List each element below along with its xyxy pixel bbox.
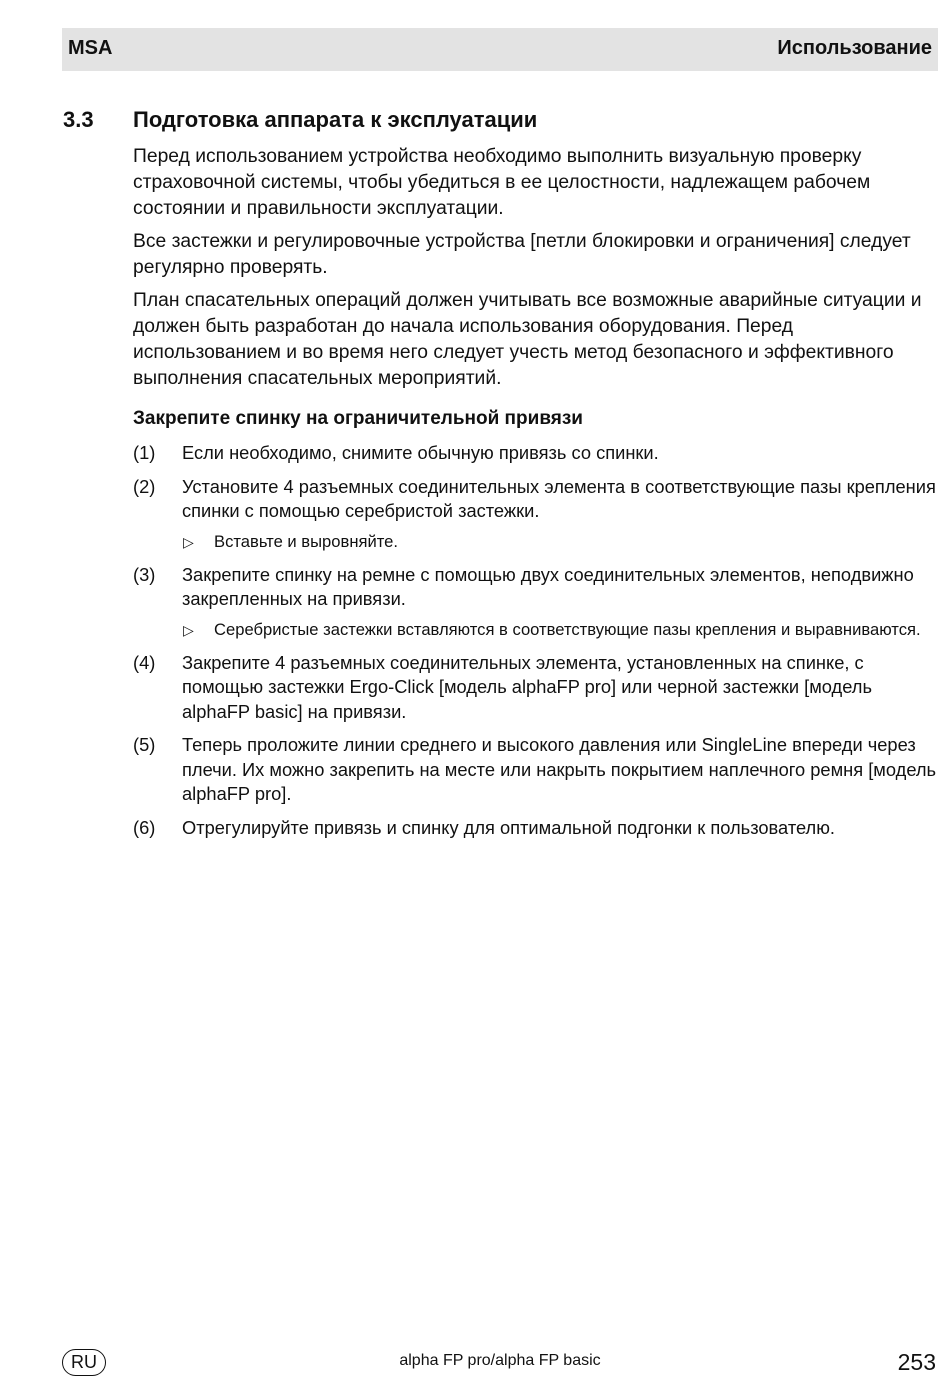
step-number: (2)	[133, 475, 156, 497]
footer-product: alpha FP pro/alpha FP basic	[399, 1352, 601, 1369]
step-number: (4)	[133, 651, 156, 673]
step-text: Отрегулируйте привязь и спинку для оптимальной подгонки к пользователю.	[182, 816, 835, 838]
step-text: Установите 4 разъемных соединительных элемента в соответствующие пазы крепления спинки с помощью серебристой застежки.	[182, 475, 936, 521]
step-number: (6)	[133, 816, 156, 838]
header-brand: MSA	[68, 37, 113, 59]
step-number: (5)	[133, 734, 156, 755]
page-header	[62, 28, 938, 71]
procedure-step	[133, 563, 939, 612]
step-text: Если необходимо, снимите обычную привязь со спинки.	[182, 442, 659, 463]
header-chapter: Использование	[777, 37, 932, 59]
procedure-step	[133, 651, 939, 725]
procedure-step	[133, 733, 939, 807]
procedure-step	[133, 816, 939, 841]
procedure-heading: Закрепите спинку на ограничительной привязи	[133, 408, 583, 429]
result-text: Вставьте и выровняйте.	[214, 531, 398, 551]
language-badge: RU	[62, 1349, 106, 1376]
procedure-step	[133, 475, 939, 524]
step-text: Теперь проложите линии среднего и высокого давления или SingleLine впереди через плечи. Их можно закрепить на месте или накрыть покрытием наплечного ремня [модель alphaFP pro].	[182, 734, 937, 804]
step-text: Закрепите 4 разъемных соединительных элемента, установленных на спинке, с помощью застежки Ergo-Click [модель alphaFP pro] или черной застежки [модель alphaFP basic] на привязи.	[182, 651, 872, 722]
step-number: (1)	[133, 442, 156, 463]
paragraph-rescue-plan: План спасательных операций должен учитывать все возможные аварийные ситуации и должен быть разработан до начала использования оборудования. Перед использованием и во время него следует учесть метод безопасного и эффективного выполнения спасательных мероприятий.	[133, 290, 922, 389]
step-result	[182, 618, 939, 642]
result-text: Серебристые застежки вставляются в соответствующие пазы крепления и выравниваются.	[214, 619, 921, 639]
paragraph-visual-check: Перед использованием устройства необходимо выполнить визуальную проверку страховочной системы, чтобы убедиться в ее целостности, надлежащем рабочем состоянии и правильности эксплуатации.	[133, 146, 871, 219]
step-text: Закрепите спинку на ремне с помощью двух соединительных элементов, неподвижно закрепленных на привязи.	[182, 563, 914, 609]
step-result	[182, 530, 939, 554]
result-arrow-icon: ▷	[183, 621, 194, 638]
procedure-step	[133, 441, 939, 466]
page-content	[133, 144, 939, 849]
paragraph-buckles: Все застежки и регулировочные устройства [петли блокировки и ограничения] следует регулярно проверять.	[133, 231, 911, 278]
step-number: (3)	[133, 563, 156, 585]
section-title: Подготовка аппарата к эксплуатации	[133, 107, 538, 132]
section-number: 3.3	[63, 107, 94, 132]
result-arrow-icon: ▷	[183, 533, 194, 550]
page-number: 253	[897, 1349, 936, 1375]
